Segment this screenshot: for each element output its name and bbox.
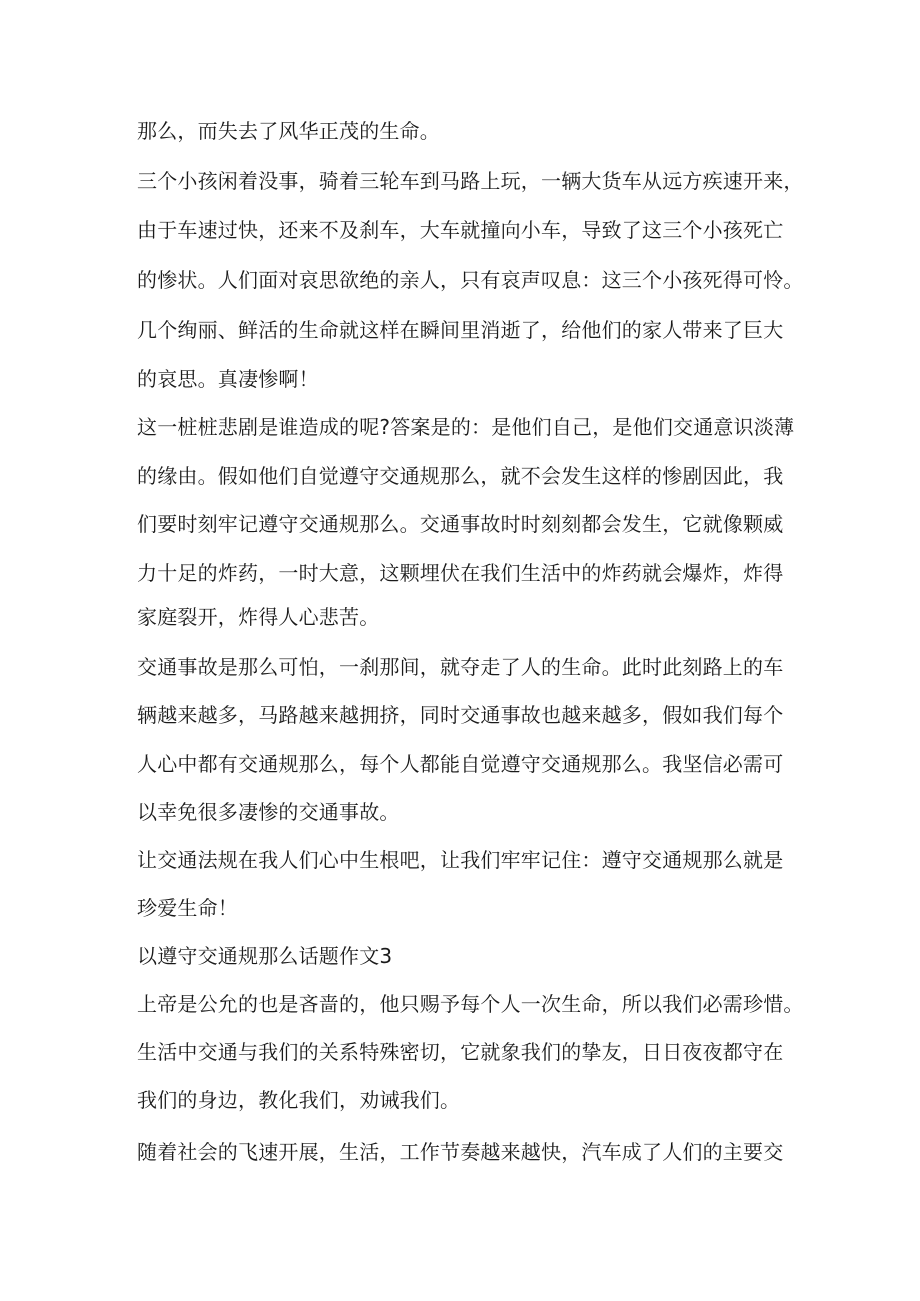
text-line: 的哀思。真凄惨啊！ — [137, 367, 319, 391]
text-line: 这一桩桩悲剧是谁造成的呢?答案是的：是他们自己，是他们交通意识淡薄 — [137, 415, 795, 439]
text-line: 随着社会的飞速开展，生活，工作节奏越来越快，汽车成了人们的主要交 — [137, 1140, 784, 1164]
text-line: 珍爱生命！ — [137, 896, 238, 920]
text-line: 们要时刻牢记遵守交通规那么。交通事故时时刻刻都会发生，它就像颗威 — [137, 512, 784, 536]
text-line: 力十足的炸药，一时大意，这颗埋伏在我们生活中的炸药就会爆炸，炸得 — [137, 561, 784, 585]
text-line: 的惨状。人们面对哀思欲绝的亲人，只有哀声叹息：这三个小孩死得可怜。 — [137, 268, 804, 292]
text-line: 人心中都有交通规那么，每个人都能自觉遵守交通规那么。我坚信必需可 — [137, 752, 784, 776]
text-line: 三个小孩闲着没事，骑着三轮车到马路上玩，一辆大货车从远方疾速开来， — [137, 169, 804, 193]
text-line: 让交通法规在我人们心中生根吧，让我们牢牢记住：遵守交通规那么就是 — [137, 848, 784, 872]
text-line: 以幸免很多凄惨的交通事故。 — [137, 800, 400, 824]
text-line: 生活中交通与我们的关系特殊密切，它就象我们的挚友，日日夜夜都守在 — [137, 1040, 784, 1064]
text-line: 辆越来越多，马路越来越拥挤，同时交通事故也越来越多，假如我们每个 — [137, 703, 784, 727]
text-line: 由于车速过快，还来不及刹车，大车就撞向小车，导致了这三个小孩死亡 — [137, 218, 784, 242]
text-line: 交通事故是那么可怕，一刹那间，就夺走了人的生命。此时此刻路上的车 — [137, 655, 784, 679]
text-line: 那么，而失去了风华正茂的生命。 — [137, 119, 440, 143]
section-heading: 以遵守交通规那么话题作文3 — [137, 944, 393, 968]
text-line: 的缘由。假如他们自觉遵守交通规那么，就不会发生这样的惨剧因此，我 — [137, 464, 784, 488]
text-line: 几个绚丽、鲜活的生命就这样在瞬间里消逝了，给他们的家人带来了巨大 — [137, 318, 784, 342]
text-line: 上帝是公允的也是吝啬的，他只赐予每个人一次生命，所以我们必需珍惜。 — [137, 992, 804, 1016]
text-line: 我们的身边，教化我们，劝诫我们。 — [137, 1088, 461, 1112]
text-line: 家庭裂开，炸得人心悲苦。 — [137, 605, 380, 629]
